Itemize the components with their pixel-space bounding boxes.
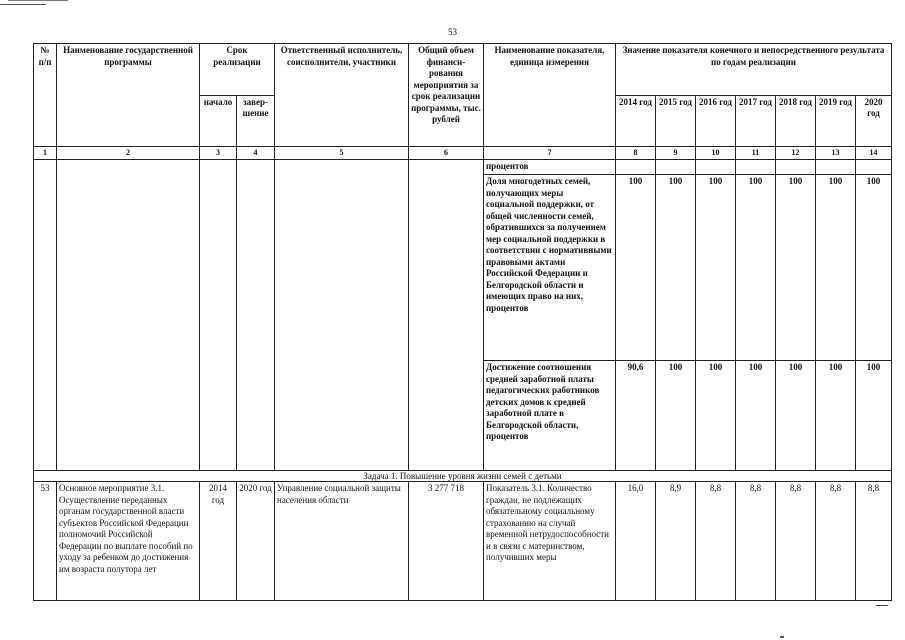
value-cell <box>816 160 856 175</box>
cell-empty <box>409 160 484 471</box>
page-number: 53 <box>448 27 457 37</box>
cell-empty <box>34 160 57 471</box>
column-number: 2 <box>57 147 200 160</box>
program-cell: Основное мероприятие 3.1. Осуществление переданных органам государственной власти субъектов Российской Федерации полномочий Российской Федерации по выплате пособий по уходу за ребенком до достижения им возраста полутора лет <box>57 482 200 601</box>
column-number: 1 <box>34 147 57 160</box>
value-cell: 100 <box>776 175 816 361</box>
column-number: 13 <box>816 147 856 160</box>
cell-empty <box>275 160 409 471</box>
row-number: 53 <box>34 482 57 601</box>
column-number: 11 <box>736 147 776 160</box>
value-cell: 100 <box>696 361 736 471</box>
value-cell: 100 <box>736 361 776 471</box>
responsible-cell: Управление социальной защиты населения области <box>275 482 409 601</box>
funding-cell: 3 277 718 <box>409 482 484 601</box>
cell-empty <box>200 160 237 471</box>
header-year: 2015 год <box>656 95 696 147</box>
column-number: 6 <box>409 147 484 160</box>
indicator-cell: процентов <box>484 160 616 175</box>
column-number: 9 <box>656 147 696 160</box>
value-cell: 100 <box>656 361 696 471</box>
indicator-cell: Достижение соотношения средней заработной платы педагогических работников детских домов к средней заработной плате в Белгородской области, процентов <box>484 361 616 471</box>
value-cell: 100 <box>656 175 696 361</box>
header-year: 2019 год <box>816 95 856 147</box>
column-number: 4 <box>237 147 275 160</box>
value-cell: 100 <box>616 175 656 361</box>
column-number: 14 <box>856 147 892 160</box>
value-cell <box>616 160 656 175</box>
value-cell: 100 <box>816 175 856 361</box>
value-cell <box>696 160 736 175</box>
value-cell: 8,8 <box>776 482 816 601</box>
value-cell: 90,6 <box>616 361 656 471</box>
value-cell <box>776 160 816 175</box>
header-year: 2016 год <box>696 95 736 147</box>
header-year: 2014 год <box>616 95 656 147</box>
value-cell <box>736 160 776 175</box>
scan-artifact-line <box>0 4 46 5</box>
cell-empty <box>237 160 275 471</box>
value-cell: 100 <box>776 361 816 471</box>
column-number: 10 <box>696 147 736 160</box>
table-row <box>34 160 892 175</box>
end-year-cell: 2020 год <box>237 482 275 601</box>
header-year: 2017 год <box>736 95 776 147</box>
value-cell: 8,8 <box>736 482 776 601</box>
value-cell: 8,8 <box>696 482 736 601</box>
value-cell: 8,9 <box>656 482 696 601</box>
column-number: 7 <box>484 147 616 160</box>
program-table <box>33 43 892 601</box>
value-cell: 8,8 <box>856 482 892 601</box>
value-cell: 100 <box>736 175 776 361</box>
column-number: 3 <box>200 147 237 160</box>
value-cell <box>656 160 696 175</box>
value-cell: 100 <box>856 361 892 471</box>
scan-artifact-line <box>8 0 68 1</box>
header-values: Значение показателя конечного и непосредственного результата по годам реализации <box>616 44 892 96</box>
value-cell: 100 <box>856 175 892 361</box>
column-number-row <box>34 147 892 160</box>
header-term: Срок реализации <box>200 44 275 96</box>
cell-empty <box>57 160 200 471</box>
value-cell: 100 <box>816 361 856 471</box>
header-end: завер- шение <box>237 95 275 147</box>
header-start: начало <box>200 95 237 147</box>
table-row <box>34 482 892 601</box>
value-cell: 8,8 <box>816 482 856 601</box>
header-responsible: Ответственный исполнитель, соисполнители, участники <box>275 44 409 147</box>
header-row-1 <box>34 44 892 96</box>
indicator-cell: Доля многодетных семей, получающих меры социальной поддержки, от общей численности семей, обратившихся за получением мер социальной поддержки в соответствии с нормативными правовыми актами Российской Федерации и Белгородской области и имеющих право на них, процентов <box>484 175 616 361</box>
value-cell <box>856 160 892 175</box>
header-year: 2018 год <box>776 95 816 147</box>
header-program: Наименование государственной программы <box>57 44 200 147</box>
indicator-cell: Показатель 3.1. Количество граждан, не подлежащих обязательному социальному страхованию на случай временной нетрудоспособности и в связи с материнством, получивших меры <box>484 482 616 601</box>
column-number: 5 <box>275 147 409 160</box>
header-no: № п/п <box>34 44 57 147</box>
value-cell: 100 <box>696 175 736 361</box>
header-funding: Общий объем финанси- рования мероприятия за срок реализации программы, тыс. рублей <box>409 44 484 147</box>
column-number: 8 <box>616 147 656 160</box>
value-cell: 16,0 <box>616 482 656 601</box>
column-number: 12 <box>776 147 816 160</box>
header-year: 2020 год <box>856 95 892 147</box>
scan-artifact-line <box>876 605 888 606</box>
scan-artifact-dot <box>780 636 784 638</box>
header-indicator: Наименование показателя, единица измерения <box>484 44 616 147</box>
task-row <box>34 471 892 482</box>
start-year-cell: 2014 год <box>200 482 237 601</box>
task-title: Задача 1. Повышение уровня жизни семей с детьми <box>34 471 892 482</box>
